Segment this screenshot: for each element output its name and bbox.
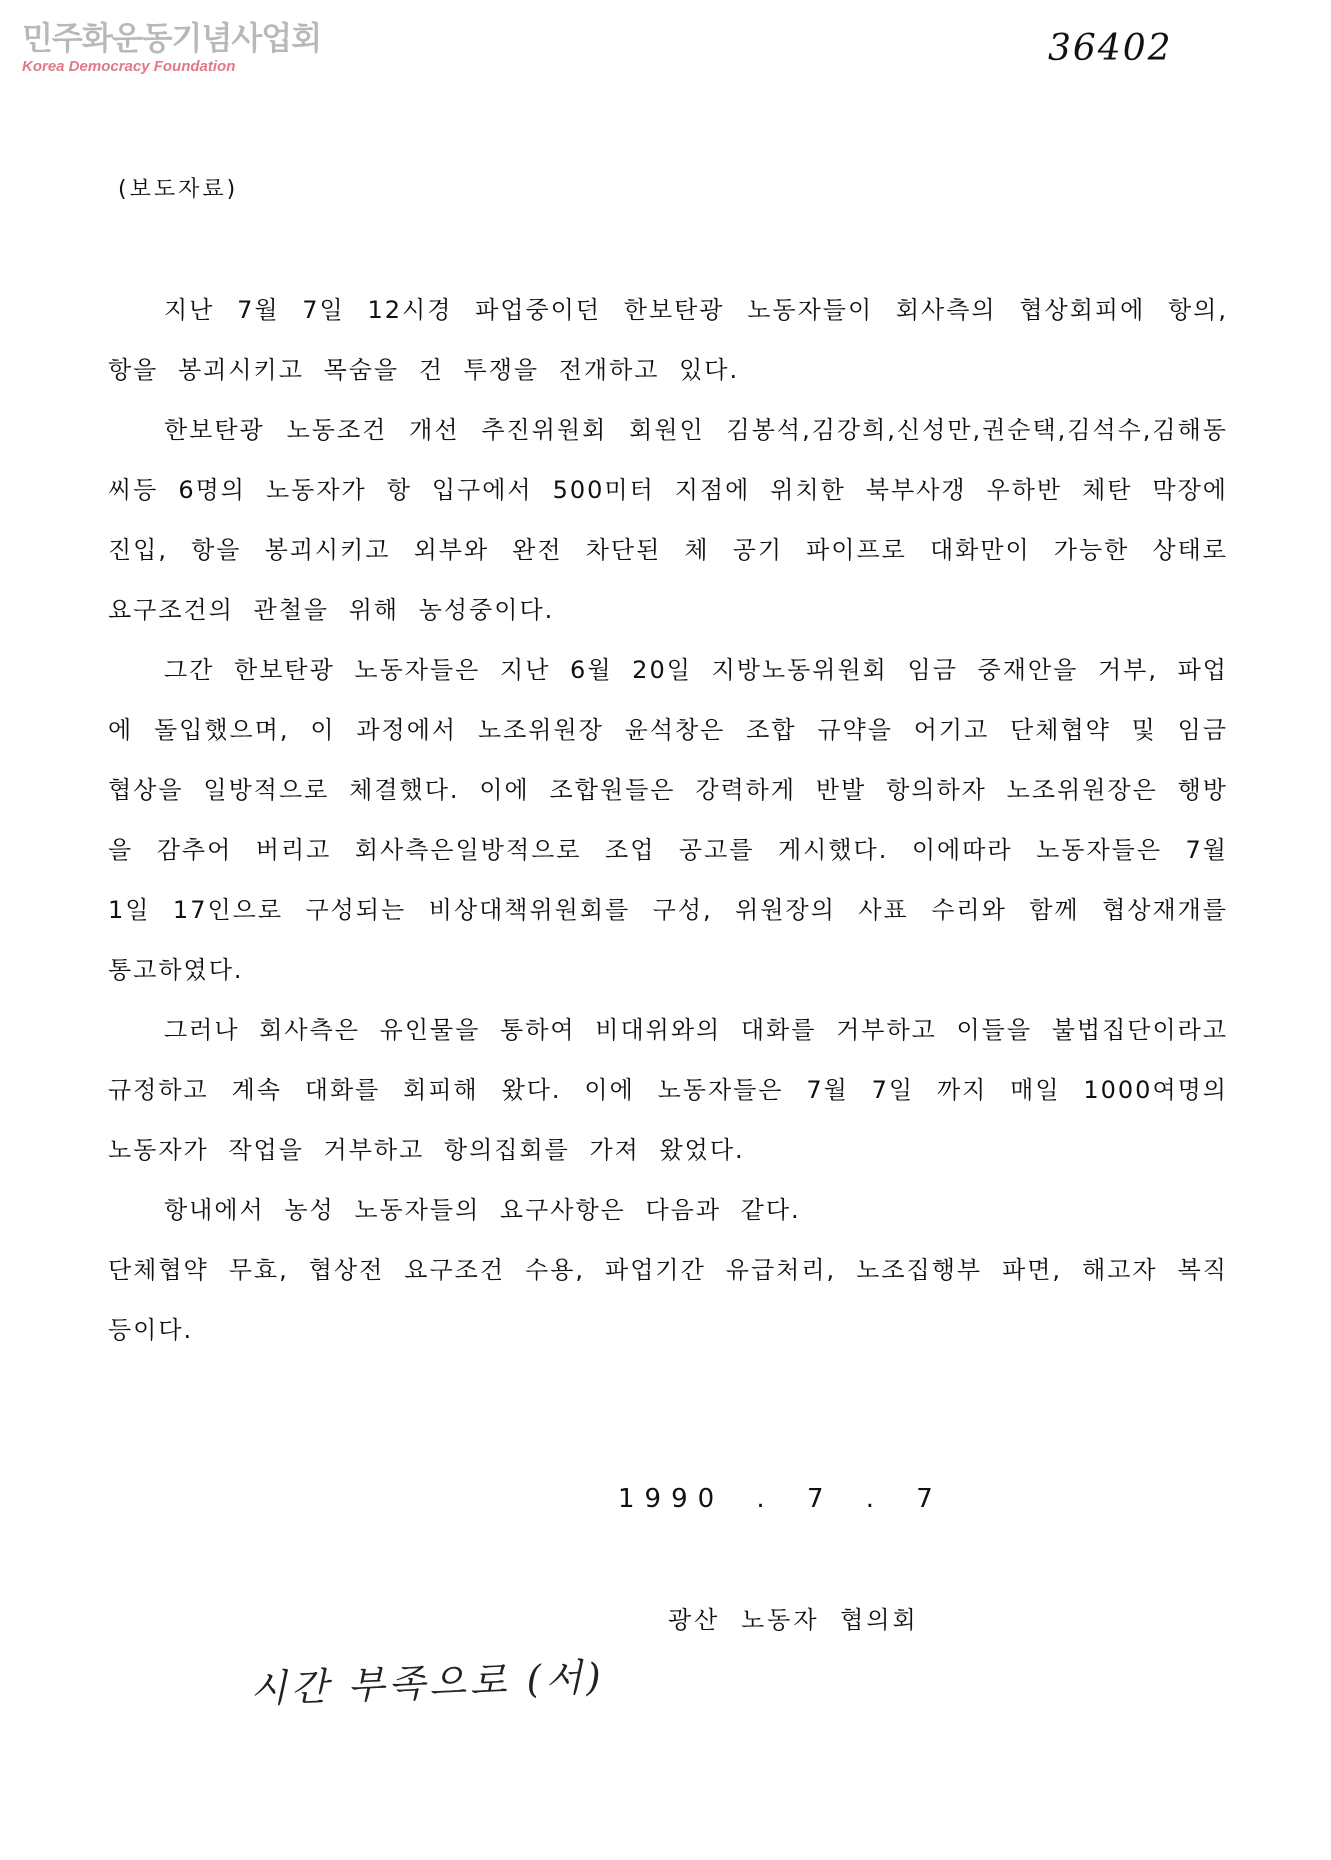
watermark	[22, 20, 321, 76]
document-number: 36402	[1048, 28, 1173, 69]
paragraph-2: 한보탄광 노동조건 개선 추진위원회 회원인 김봉석,김강희,신성만,권순택,김석수,김해동씨등 6명의 노동자가 항 입구에서 500미터 지점에 위치한 북부사갱 우하반 체탄 막장에 진입, 항을 봉괴시키고 외부와 완전 차단된 체 공기 파이프로 대화만이 가능한 상태로 요구조건의 관철을 위해 농성중이다.	[108, 416, 1228, 624]
issuing-organization: 광산 노동자 협의회	[668, 1606, 919, 1634]
watermark-english: Korea Democracy Foundation	[22, 58, 236, 75]
paragraph-6: 단체협약 무효, 협상전 요구조건 수용, 파업기간 유급처리, 노조집행부 파면, 해고자 복직 등이다.	[108, 1256, 1228, 1344]
paragraph-4: 그러나 회사측은 유인물을 통하여 비대위와의 대화를 거부하고 이들을 불법집단이라고 규정하고 계속 대화를 회피해 왔다. 이에 노동자들은 7월 7일 까지 매일 1000여명의 노동자가 작업을 거부하고 항의집회를 가져 왔었다.	[108, 1016, 1228, 1164]
handwritten-note: 시간 부족으로 (서)	[249, 1654, 606, 1712]
paragraph-1: 지난 7월 7일 12시경 파업중이던 한보탄광 노동자들이 회사측의 협상회피에 항의, 항을 봉괴시키고 목숨을 건 투쟁을 전개하고 있다.	[108, 296, 1228, 384]
paragraph-3: 그간 한보탄광 노동자들은 지난 6월 20일 지방노동위원회 임금 중재안을 거부, 파업에 돌입했으며, 이 과정에서 노조위원장 윤석창은 조합 규약을 어기고 단체협약 및 임금협상을 일방적으로 체결했다. 이에 조합원들은 강력하게 반발 항의하자 노조위원장은 행방을 감추어 버리고 회사측은일방적으로 조업 공고를 게시했다. 이에따라 노동자들은 7월 1일 17인으로 구성되는 비상대책위원회를 구성, 위원장의 사표 수리와 함께 협상재개를 통고하였다.	[108, 656, 1228, 984]
watermark-korean: 민주화운동기념사업회	[22, 19, 322, 57]
document-body	[108, 280, 1228, 1360]
document-date: 1990 . 7 . 7	[618, 1484, 943, 1514]
paragraph-5: 항내에서 농성 노동자들의 요구사항은 다음과 같다.	[164, 1196, 801, 1224]
press-release-label: (보도자료)	[118, 177, 239, 202]
